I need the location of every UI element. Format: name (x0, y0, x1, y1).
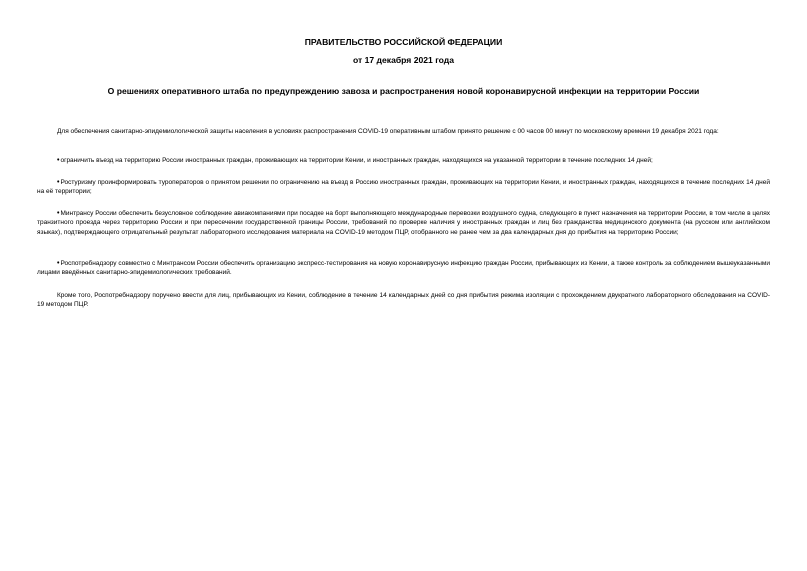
document-date: от 17 декабря 2021 года (352, 55, 455, 65)
document-title: О решениях оперативного штаба по предупреждению завоза и распространения новой коронавирусной инфекции на территории России (107, 86, 700, 96)
bullet-icon: • (57, 260, 60, 267)
bullet-icon: • (57, 157, 60, 164)
list-item (37, 178, 770, 197)
closing-paragraph: Кроме того, Роспотребнадзору поручено ввести для лиц, прибывающих из Кении, соблюдение в течение 14 календарных дней со дня прибытия режима изоляции с прохождением двукратного лабораторного обследования на COVID-19 методом ПЦР. (37, 292, 770, 309)
list-item-text: Минтрансу России обеспечить безусловное соблюдение авиакомпаниями при посадке на борт выполняющего международные перевозки воздушного судна, следующего в пункт назначения на территории России, в том числе в целях транзитного проезда через территорию России и при пересечении государственной границы России, требований по проверке наличия у иностранных граждан и лиц без гражданства медицинского документа (на русском или английском языках), подтверждающего отрицательный результат лабораторного исследования материала на COVID-19 методом ПЦР, отобранного не ранее чем за два календарных дня до прибытия на территорию России; (37, 210, 770, 236)
bullet-icon: • (57, 179, 60, 186)
list-item (37, 209, 770, 237)
bullet-icon: • (57, 210, 60, 217)
list-item (37, 156, 770, 165)
intro-paragraph: Для обеспечения санитарно-эпидемиологической защиты населения в условиях распространения COVID-19 оперативным штабом принято решение с 00 часов 00 минут по московскому времени 19 декабря 2021 года: (57, 128, 719, 135)
list-item-text: Ростуризму проинформировать туроператоров о принятом решении по ограничению на въезд в Россию иностранных граждан, проживающих на территории Кении, и иностранных граждан, находящихся в течение последних 14 дней на её территории; (37, 179, 770, 196)
list-item (37, 259, 770, 278)
list-item-text: ограничить въезд на территорию России иностранных граждан, проживающих на территории Кении, и иностранных граждан, находящихся на указанной территории в течение последних 14 дней; (60, 157, 653, 164)
list-item-text: Роспотребнадзору совместно с Минтрансом России обеспечить организацию экспресс-тестирования на новую коронавирусную инфекцию граждан России, прибывающих из Кении, а также контроль за соблюдением вышеуказанными лицами введённых санитарно-эпидемиологических требований. (37, 260, 770, 277)
organization-heading: ПРАВИТЕЛЬСТВО РОССИЙСКОЙ ФЕДЕРАЦИИ (304, 37, 503, 47)
